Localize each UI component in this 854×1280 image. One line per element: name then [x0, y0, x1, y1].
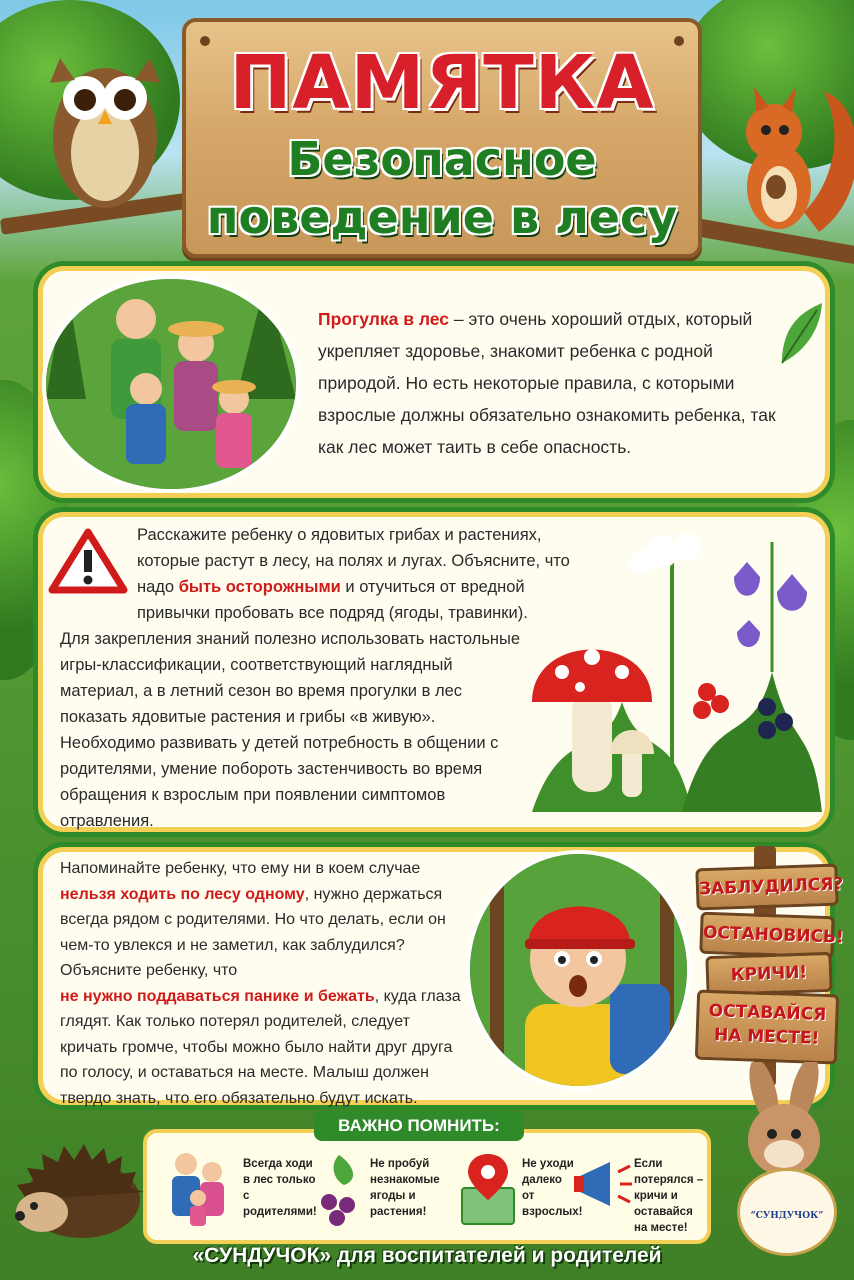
intro-body: – это очень хороший отдых, который укрепляет здоровье, знакомит ребенка с родной природой. Но есть некоторые правила, с которыми взрослые должны обязательно ознакомить ребенка, так как лес может таить в себе опасность. [318, 309, 776, 457]
remember-item-1: Всегда ходи в лес только с родителями! [243, 1158, 317, 1218]
poison-text-2: Для закрепления знаний полезно использовать настольные игры-классификации, соответствующий наглядный материал, а в летний сезон во время прогулки в лес показать ядовитые растения и грибы «в живую». Необходимо развивать у детей потребность в общении с родителями, умение побороть застенчивость во время обращения к взрослым при появлении симптомов отравления. [60, 630, 521, 830]
footer-caption: «СУНДУЧОК» для воспитателей и родителей [192, 1244, 662, 1267]
family-illustration [42, 275, 300, 493]
page-subtitle-line2: поведение в лесу [206, 190, 678, 244]
family-small-icon [156, 1148, 236, 1228]
lost-boy-illustration [466, 850, 691, 1090]
intro-highlight: Прогулка в лес [318, 309, 449, 329]
megaphone-icon [572, 1156, 634, 1212]
sign-stop: ОСТАНОВИСЬ! [699, 912, 834, 959]
squirrel-icon [724, 72, 854, 242]
map-pin-icon [458, 1150, 518, 1230]
brand-badge [737, 1168, 837, 1256]
poison-part2: и отучиться от вредной привычки пробовать все подряд (ягоды, травинки). [137, 578, 528, 622]
lost-text [60, 856, 470, 1111]
sign-lost: ЗАБЛУДИЛСЯ? [695, 864, 838, 911]
warning-icon [48, 528, 128, 594]
page-title: ПАМЯТКА [229, 40, 655, 126]
poison-text-1 [137, 522, 577, 626]
page-subtitle-line1: Безопасное [287, 132, 597, 186]
hedgehog-icon [12, 1130, 147, 1240]
lost-part1: Напоминайте ребенку, что ему ни в коем случае [60, 860, 421, 877]
remember-item-2: Не пробуй незнакомые ягоды и растения! [370, 1158, 440, 1218]
lost-part2: , нужно держаться всегда рядом с родителями. Но что делать, если он чем-то увлекся и не заметил, как заблудился? Объясните ребенку, что [60, 885, 446, 979]
title-board [182, 18, 702, 258]
lost-part3: , куда глаза глядят. Как только потерял родителей, следует кричать громче, чтобы можно было найти друг друга по голосу, и оставаться на месте. Малыш должен твердо знать, что его обязательно будут искать. [60, 987, 461, 1107]
family-icon [46, 279, 300, 493]
remember-item-3: Не уходи далеко от взрослых! [522, 1158, 583, 1218]
poison-part1: Расскажите ребенку о ядовитых грибах и растениях, которые растут в лесу, на полях и лугах. Объясните, что надо [137, 526, 570, 596]
berries-icon [314, 1150, 364, 1230]
poison-highlight: быть осторожными [178, 578, 341, 596]
intro-text [318, 303, 783, 463]
owl-icon [30, 28, 180, 218]
brand-badge-label: “СУНДУЧОК” [750, 1211, 824, 1221]
lost-highlight-1: нельзя ходить по лесу одному [60, 885, 305, 903]
sign-shout: КРИЧИ! [705, 952, 832, 996]
remember-item-4: Если потерялся – кричи и оставайся на месте! [634, 1158, 704, 1234]
mushroom-plants-illustration [522, 522, 824, 822]
remember-heading: ВАЖНО ПОМНИТЬ: [314, 1111, 524, 1141]
lost-boy-icon [470, 854, 691, 1090]
rabbit-icon [724, 1062, 844, 1182]
lost-highlight-2: не нужно поддаваться панике и бежать [60, 987, 375, 1005]
sign-stay: ОСТАВАЙСЯ НА МЕСТЕ! [695, 990, 839, 1065]
